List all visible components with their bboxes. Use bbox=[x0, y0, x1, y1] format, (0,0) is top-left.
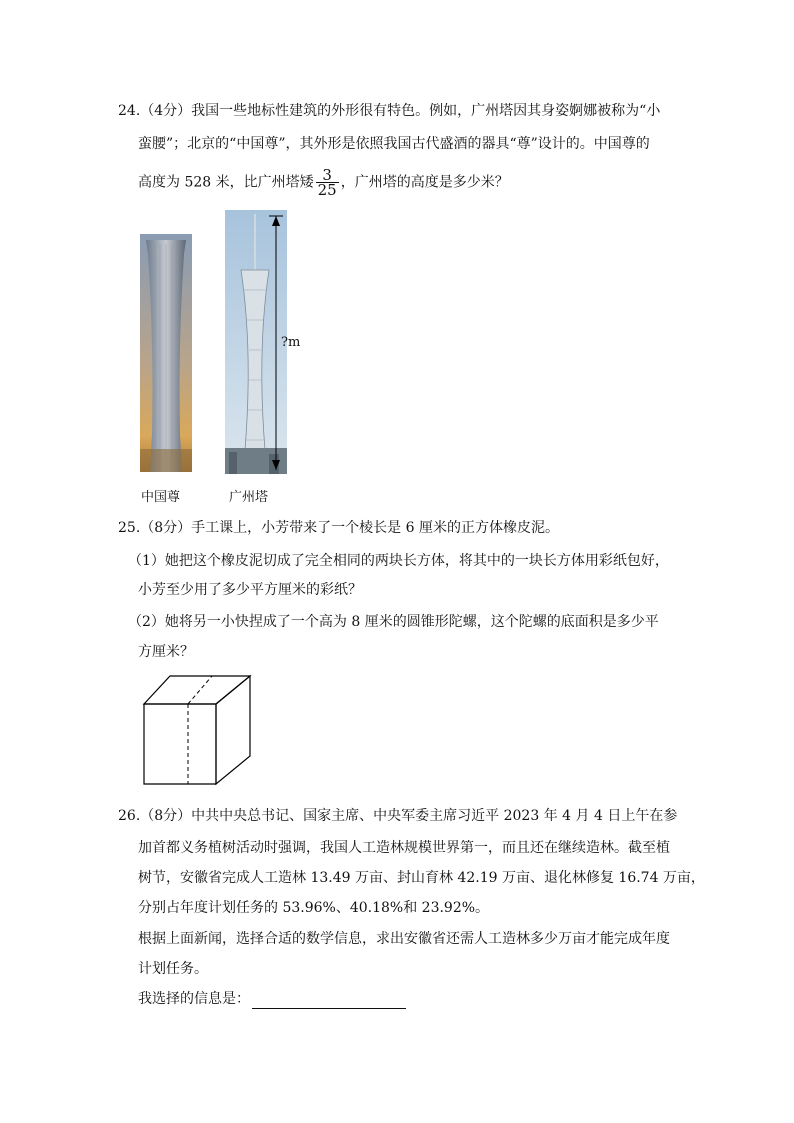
q24-line-3-post: ，广州塔的高度是多少米？ bbox=[340, 174, 509, 191]
q25-line-1: 25.（8分）手工课上，小芳带来了一个棱长是 6 厘米的正方体橡皮泥。 bbox=[118, 520, 559, 536]
fraction bbox=[316, 168, 339, 197]
q24-line-2: 蛮腰”；北京的“中国尊”，其外形是依照我国古代盛酒的器具“尊”设计的。中国尊的 bbox=[138, 136, 650, 152]
q26-line-3: 树节，安徽省完成人工造林 13.49 万亩、封山育林 42.19 万亩、退化林修复 16.74 万亩， bbox=[138, 870, 705, 886]
q26-answer-prompt: 我选择的信息是： bbox=[138, 991, 250, 1007]
q24-line-3 bbox=[138, 168, 509, 197]
caption-canton-tower: 广州塔 bbox=[229, 490, 269, 505]
q26-line-4: 分别占年度计划任务的 53.96%、40.18%和 23.92%。 bbox=[138, 900, 490, 916]
q26-line-5: 根据上面新闻，选择合适的数学信息，求出安徽省还需人工造林多少万亩才能完成年度 bbox=[138, 931, 670, 947]
q26-line-7 bbox=[138, 989, 406, 1009]
fraction-numerator: 3 bbox=[316, 168, 339, 183]
height-label: ?m bbox=[281, 335, 301, 350]
answer-blank[interactable] bbox=[252, 994, 406, 1009]
q26-line-2: 加首都义务植树活动时强调，我国人工造林规模世界第一，而且还在继续造林。截至植 bbox=[138, 840, 670, 856]
caption-china-zun: 中国尊 bbox=[141, 490, 181, 505]
q25-sub2-line-2: 方厘米？ bbox=[138, 644, 194, 660]
q24-line-3-pre: 高度为 528 米，比广州塔矮 bbox=[138, 174, 314, 191]
q26-line-1: 26.（8分）中共中央总书记、国家主席、中央军委主席习近平 2023 年 4 月 4 日上午在参 bbox=[118, 808, 678, 824]
q26-line-6: 计划任务。 bbox=[138, 961, 208, 977]
cube-diagram bbox=[140, 672, 256, 788]
china-zun-photo bbox=[140, 234, 192, 472]
q25-sub2-line-1: （2）她将另一小快捏成了一个高为 8 厘米的圆锥形陀螺，这个陀螺的底面积是多少平 bbox=[128, 614, 659, 630]
fraction-denominator: 25 bbox=[317, 181, 337, 199]
q24-line-1: 24.（4分）我国一些地标性建筑的外形很有特色。例如，广州塔因其身姿婀娜被称为“小 bbox=[118, 103, 661, 119]
q25-sub1-line-2: 小芳至少用了多少平方厘米的彩纸？ bbox=[138, 582, 362, 598]
q25-sub1-line-1: （1）她把这个橡皮泥切成了完全相同的两块长方体，将其中的一块长方体用彩纸包好， bbox=[128, 553, 669, 569]
